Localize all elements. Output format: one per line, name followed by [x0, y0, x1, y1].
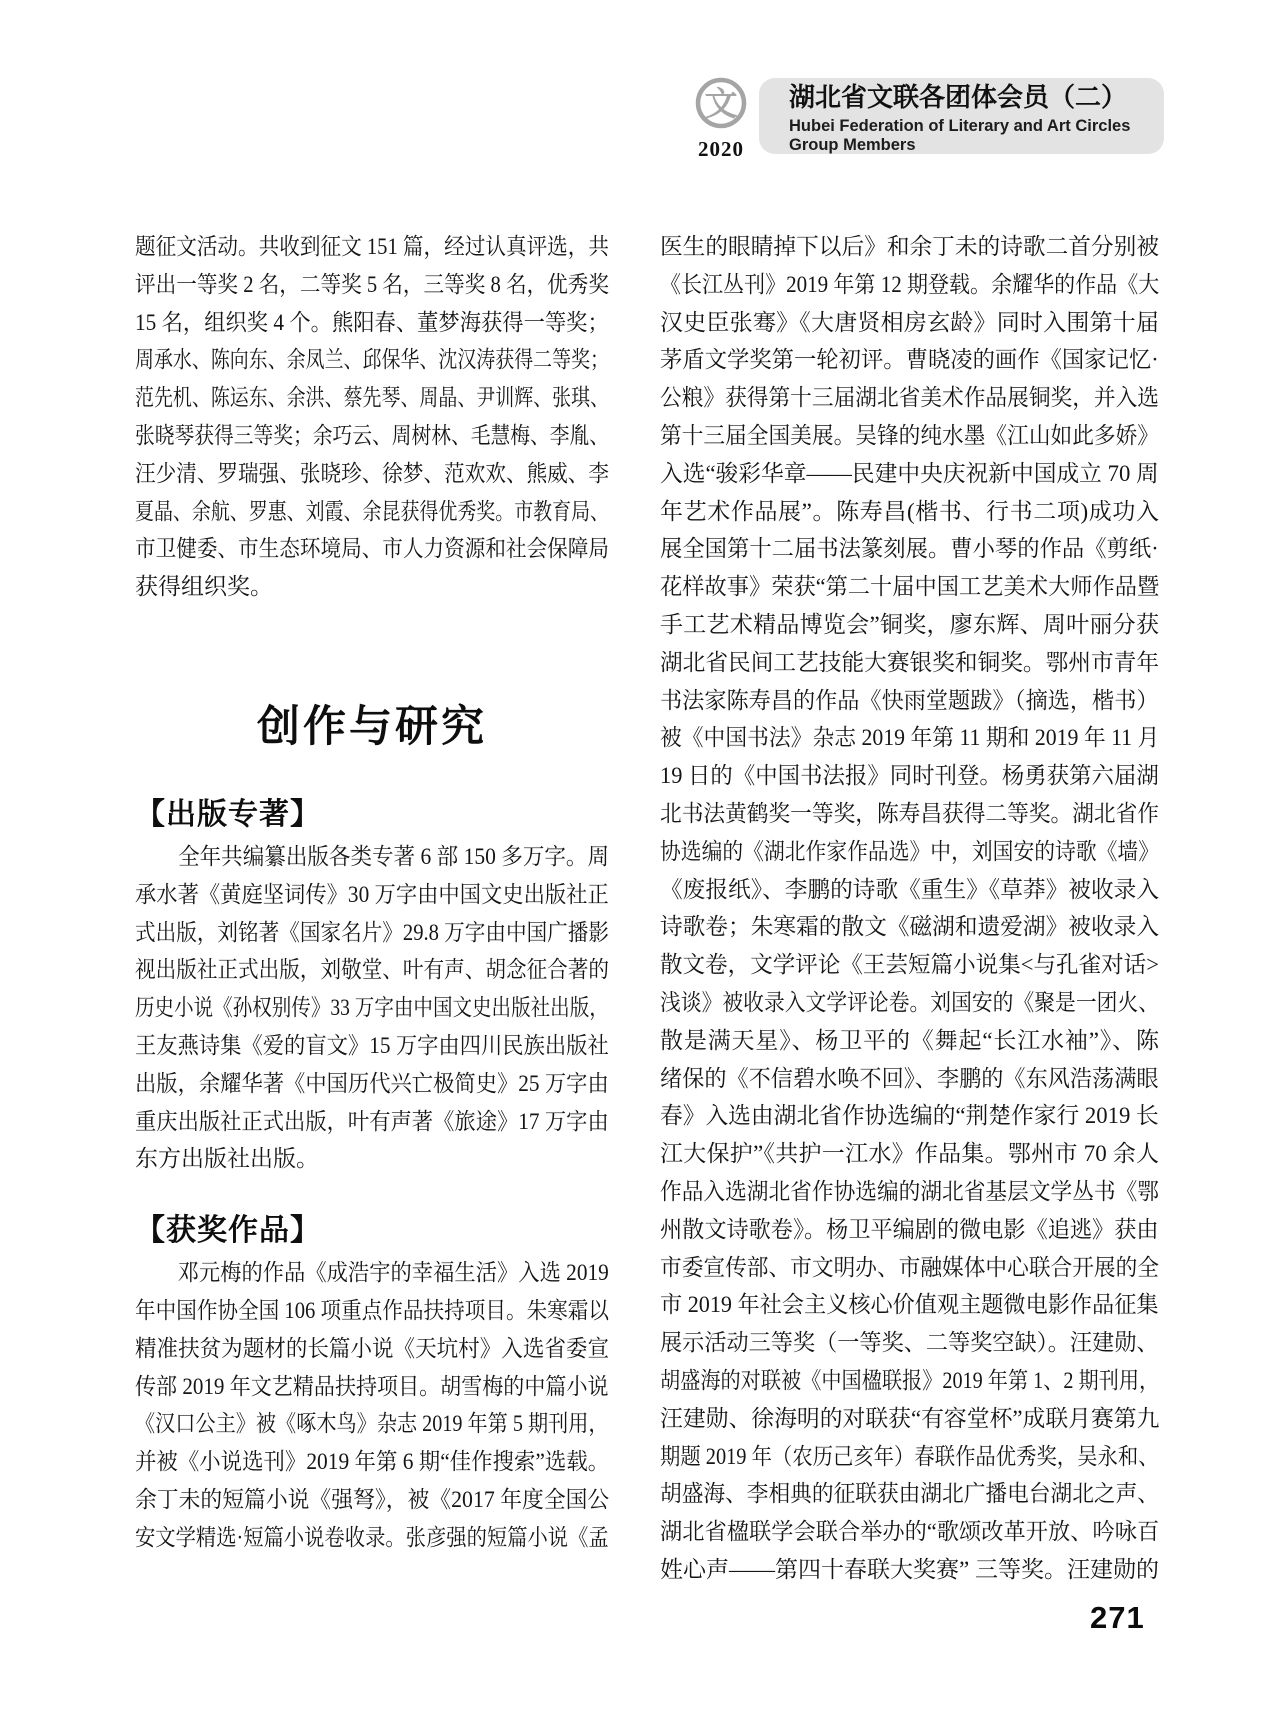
text-line: 东方出版社出版。 — [135, 1146, 319, 1172]
text-line: 诗歌卷；朱寒霜的散文《磁湖和遗爱湖》被收录入 — [660, 914, 1159, 940]
text-line: 邓元梅的作品《成浩宇的幸福生活》入选 2019 — [177, 1260, 609, 1286]
text-line: 19 日的《中国书法报》同时刊登。杨勇获第六届湖 — [660, 763, 1159, 789]
awards-paragraph — [135, 1254, 609, 1556]
text-line: 花样故事》荣获“第二十届中国工艺美术大师作品暨 — [660, 574, 1160, 600]
text-line: 州散文诗歌卷》。杨卫平编剧的微电影《追逃》获由 — [660, 1216, 1159, 1242]
text-line: 散是满天星》、杨卫平的《舞起“长江水袖”》、陈 — [660, 1027, 1159, 1053]
text-line: 传部 2019 年文艺精品扶持项目。胡雪梅的中篇小说 — [135, 1373, 609, 1399]
text-line: 春》入选由湖北省作协选编的“荆楚作家行 2019 长 — [660, 1103, 1159, 1129]
text-line: 15 名，组织奖 4 个。熊阳春、董梦海获得一等奖； — [135, 309, 609, 335]
publisher-logo — [692, 76, 750, 162]
text-line: 市委宣传部、市文明办、市融媒体中心联合开展的全 — [660, 1254, 1159, 1280]
text-line: 姓心声——第四十春联大奖赛” 三等奖。汪建勋的 — [660, 1556, 1159, 1582]
text-line: 湖北省楹联学会联合举办的“歌颂改革开放、吟咏百 — [660, 1519, 1160, 1545]
text-line: 展示活动三等奖（一等奖、二等奖空缺）。汪建勋、 — [660, 1330, 1159, 1356]
text-line: 茅盾文学奖第一轮初评。曹晓凌的画作《国家记忆· — [660, 347, 1159, 373]
continued-paragraph — [135, 228, 609, 606]
text-line: 第十三届全国美展。吴锋的纯水墨《江山如此多娇》 — [660, 422, 1159, 448]
text-line: 被《中国书法》杂志 2019 年第 11 期和 2019 年 11 月 — [660, 725, 1160, 751]
text-line: 王友燕诗集《爱的盲文》15 万字由四川民族出版社 — [135, 1032, 609, 1058]
publishing-paragraph — [135, 838, 609, 1178]
text-line: 浅谈》被收录入文学评论卷。刘国安的《聚是一团火、 — [660, 989, 1159, 1015]
text-line: 题征文活动。共收到征文 151 篇，经过认真评选，共 — [135, 234, 609, 259]
chapter-banner — [759, 78, 1164, 154]
text-line: 市卫健委、市生态环境局、市人力资源和社会保障局 — [135, 536, 609, 562]
publishing-heading: 【出版专著】 — [135, 797, 321, 831]
text-line: 湖北省民间工艺技能大赛银奖和铜奖。鄂州市青年 — [660, 649, 1159, 675]
text-line: 胡盛海的对联被《中国楹联报》2019 年第 1、2 期刊用， — [660, 1367, 1160, 1393]
text-line: 精准扶贫为题材的长篇小说《天坑村》入选省委宣 — [135, 1335, 609, 1361]
awards-heading: 【获奖作品】 — [135, 1214, 321, 1248]
awards-paragraph-continued — [660, 228, 1159, 1589]
text-line: 入选“骏彩华章——民建中央庆祝新中国成立 70 周 — [660, 460, 1159, 486]
text-line: 北书法黄鹤奖一等奖，陈寿昌获得二等奖。湖北省作 — [660, 800, 1159, 826]
section-title: 创作与研究 — [257, 702, 487, 751]
text-line: 夏晶、余航、罗惠、刘霞、余昆获得优秀奖。市教育局、 — [135, 498, 609, 524]
text-line: 承水著《黄庭坚词传》30 万字由中国文史出版社正 — [135, 881, 609, 907]
text-line: 协选编的《湖北作家作品选》中，刘国安的诗歌《墙》 — [660, 838, 1159, 864]
text-line: 评出一等奖 2 名，二等奖 5 名，三等奖 8 名，优秀奖 — [135, 271, 609, 297]
text-line: 安文学精选·短篇小说卷收录。张彦强的短篇小说《孟 — [135, 1524, 609, 1550]
text-line: 范先机、陈运东、余洪、蔡先琴、周晶、尹训辉、张琪、 — [135, 385, 609, 411]
text-line: 重庆出版社正式出版，叶有声著《旅途》17 万字由 — [135, 1108, 609, 1134]
text-line: 出版，余耀华著《中国历代兴亡极简史》25 万字由 — [135, 1070, 609, 1096]
text-line: 余丁未的短篇小说《强弩》，被《2017 年度全国公 — [135, 1486, 610, 1512]
text-line: 《汉口公主》被《啄木鸟》杂志 2019 年第 5 期刊用， — [135, 1411, 609, 1437]
svg-text:文: 文 — [704, 85, 738, 122]
text-line: 绪保的《不信碧水唤不回》、李鹏的《东风浩荡满眼 — [660, 1065, 1159, 1091]
text-line: 书法家陈寿昌的作品《快雨堂题跋》（摘选，楷书） — [660, 687, 1159, 713]
text-line: 式出版，刘铭著《国家名片》29.8 万字由中国广播影 — [135, 919, 609, 945]
federation-emblem-icon — [693, 76, 749, 132]
logo-year: 2020 — [698, 137, 744, 161]
page-number: 271 — [1090, 1600, 1145, 1635]
text-line: 年中国作协全国 106 项重点作品扶持项目。朱寒霜以 — [135, 1297, 609, 1323]
text-line: 市 2019 年社会主义核心价值观主题微电影作品征集 — [660, 1292, 1159, 1318]
text-line: 《废报纸》、李鹏的诗歌《重生》《草莽》被收录入 — [660, 876, 1159, 902]
text-line: 江大保护”《共护一江水》作品集。鄂州市 70 余人 — [660, 1141, 1159, 1167]
text-line: 手工艺术精品博览会”铜奖，廖东辉、周叶丽分获 — [660, 611, 1159, 637]
text-line: 视出版社正式出版，刘敬堂、叶有声、胡念征合著的 — [135, 957, 609, 983]
text-line: 医生的眼睛掉下以后》和余丁未的诗歌二首分别被 — [660, 234, 1159, 259]
text-line: 全年共编纂出版各类专著 6 部 150 多万字。周 — [178, 843, 609, 869]
right-column — [660, 228, 1159, 1589]
text-line: 汪少清、罗瑞强、张晓珍、徐梦、范欢欢、熊威、李 — [135, 460, 609, 486]
text-line: 散文卷，文学评论《王芸短篇小说集<与孔雀对话> — [660, 952, 1159, 978]
text-line: 历史小说《孙权别传》33 万字由中国文史出版社出版， — [135, 995, 609, 1021]
text-line: 汉史臣张骞》《大唐贤相房玄龄》同时入围第十届 — [660, 309, 1159, 335]
text-line: 作品入选湖北省作协选编的湖北省基层文学丛书《鄂 — [660, 1178, 1159, 1204]
text-line: 公粮》获得第十三届湖北省美术作品展铜奖，并入选 — [660, 385, 1159, 411]
text-line: 年艺术作品展”。陈寿昌(楷书、行书二项)成功入 — [660, 498, 1159, 524]
text-line: 《长江丛刊》2019 年第 12 期登载。余耀华的作品《大 — [660, 271, 1160, 297]
text-line: 展全国第十二届书法篆刻展。曹小琴的作品《剪纸· — [660, 536, 1159, 562]
chapter-title-cn: 湖北省文联各团体会员（二） — [789, 82, 1128, 112]
text-line: 胡盛海、李相典的征联获由湖北广播电台湖北之声、 — [660, 1481, 1159, 1507]
text-line: 汪建勋、徐海明的对联获“有容堂杯”成联月赛第九 — [660, 1405, 1160, 1431]
page-header — [692, 78, 1164, 162]
text-line: 张晓琴获得三等奖；余巧云、周树林、毛慧梅、李胤、 — [135, 422, 609, 448]
text-line: 周承水、陈向东、余凤兰、邱保华、沈汉涛获得二等奖； — [135, 347, 609, 373]
text-line: 期题 2019 年（农历己亥年）春联作品优秀奖，吴永和、 — [660, 1443, 1159, 1469]
left-column — [135, 228, 609, 1557]
chapter-title-en: Hubei Federation of Literary and Art Circles Group Members — [789, 117, 1131, 154]
text-line: 并被《小说选刊》2019 年第 6 期“佳作搜索”选载。 — [135, 1449, 610, 1475]
text-line: 获得组织奖。 — [135, 574, 273, 600]
